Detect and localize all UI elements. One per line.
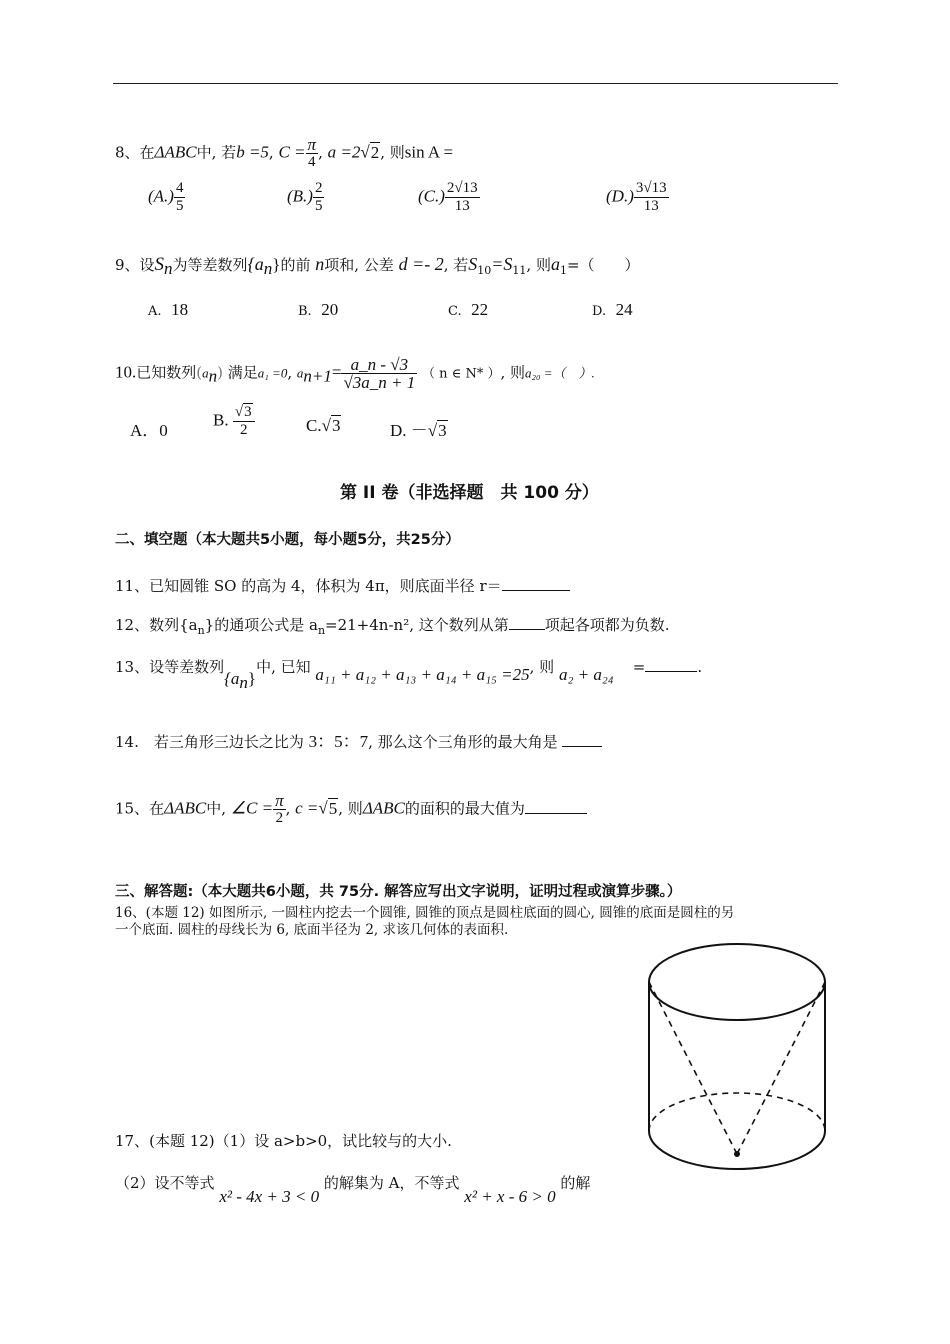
section-3-heading: 三、解答题:（本大题共6小题，共 75分. 解答应写出文字说明，证明过程或演算步骤。）	[115, 884, 682, 900]
q9-option-c: C. 22	[448, 300, 489, 319]
question-8: 8、在ΔABC中, 若b =5, C = $\frac{\pi}{4}$ , a =2√2, 则sin A =	[115, 135, 454, 170]
question-10: 10.已知数列$(a_n)$ 满足a₁ =0, $a_{n+1}=$ $\frac{a\_n - √3}{√3a\_n + 1}$ （ n ∈ N* ）, 则a₂₀ =（ ）.	[115, 355, 595, 392]
question-17-line-1: 17、(本题 12)（1）设 a>b>0，试比较与的大小.	[115, 1132, 452, 1150]
question-13: 13、设等差数列$\{a_n\}$中, 已知 a₁₁ + a₁₂ + a₁₃ + a₁₄ + a₁₅ =25, 则 a₂ + a₂₄ = .	[115, 658, 703, 692]
answer-blank[interactable]	[502, 590, 570, 591]
section-2-heading: 二、填空题（本大题共5小题，每小题5分，共25分）	[115, 532, 460, 548]
q8-option-d: (D.) $\frac{3√13}{13}$	[606, 180, 667, 214]
question-16-line-2: 一个底面. 圆柱的母线长为 6, 底面半径为 2, 求该几何体的表面积.	[115, 922, 509, 938]
q8-option-c: (C.) $\frac{2√13}{13}$	[418, 180, 478, 214]
q10-option-c: C.√3	[306, 416, 341, 435]
question-12: 12、数列$\{a_n\}$的通项公式是 $a_n=21+4n-n^2$, 这个数列从第 项起各项都为负数.	[115, 616, 670, 637]
question-15: 15、在ΔABC中, ∠C = $\frac{\pi}{2}$ , c =√5, 则ΔABC的面积的最大值为	[115, 792, 587, 827]
q9-option-a: A. 18	[148, 300, 189, 319]
q10-option-a: A．0	[130, 421, 168, 440]
question-17-line-2: （2）设不等式 x² - 4x + 3 < 0 的解集为 A，不等式 x² + x - 6 > 0 的解	[115, 1174, 591, 1206]
question-16-line-1: 16、(本题 12) 如图所示, 一圆柱内挖去一个圆锥, 圆锥的顶点是圆柱底面的圆心, 圆锥的底面是圆柱的另	[115, 905, 735, 921]
question-11: 11、已知圆锥 SO 的高为 4，体积为 4π，则底面半径 r＝	[115, 575, 570, 596]
header-rule	[113, 83, 838, 84]
answer-blank[interactable]	[509, 629, 545, 630]
question-14: 14. 若三角形三边长之比为 3：5：7, 那么这个三角形的最大角是	[115, 727, 602, 752]
fraction-pi-over-4: $\frac{\pi}{4}$	[307, 135, 317, 170]
q9-option-b: B. 20	[298, 300, 339, 319]
q8-option-b: (B.) $\frac{2}{5}$	[287, 180, 323, 214]
answer-blank[interactable]	[525, 813, 587, 814]
part2-title: 第 II 卷（非选择题 共 100 分）	[340, 483, 599, 503]
cylinder-cone-figure	[640, 938, 830, 1188]
q8-option-a: (A.) $\frac{4}{5}$	[148, 180, 184, 214]
question-9: 9、设$S_n$为等差数列$\{a_n\}$的前 n项和, 公差 d =- 2, 若$S_{10}=S_{11}$, 则$a_1=$（ ）	[115, 254, 640, 278]
answer-blank[interactable]	[562, 746, 602, 747]
q10-option-d: D. －√3	[390, 421, 447, 440]
q9-option-d: D. 24	[592, 300, 633, 319]
answer-blank[interactable]	[645, 671, 697, 672]
q10-option-b: B. $\frac{√3}{2}$	[213, 404, 255, 439]
recurrence-fraction: $\frac{a\_n - √3}{√3a\_n + 1}$	[343, 355, 416, 392]
